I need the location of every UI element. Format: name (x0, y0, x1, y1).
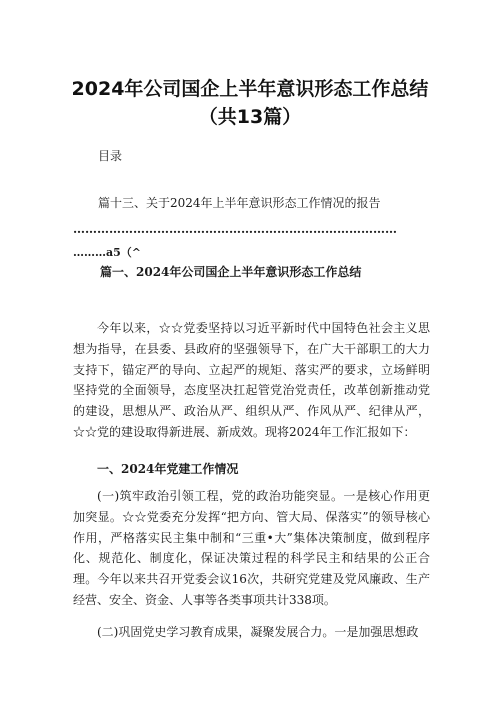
section-heading: 篇一、2024年公司国企上半年意识形态工作总结 (100, 265, 362, 279)
document-subtitle: （共13篇） (198, 106, 302, 128)
toc-leader-dots: ……………………………………………………………………… (73, 222, 397, 236)
paragraph-intro: 今年以来，☆☆党委坚持以习近平新时代中国特色社会主义思想为指导，在县委、县政府的坚强领导下，在广大干部职工的大力支持下，锚定严的导向、立起严的规矩、落实严的要求，立场鲜明坚持党的全面领导，态度坚决扛起管党治党责任，改革创新推动党的建设，思想从严、政治从严、组织从严、作风从严、纪律从严，☆☆党的建设取得新进展、新成效。现将2024年工作汇报如下： (73, 321, 430, 439)
subheading-party-work: 一、2024年党建工作情况 (97, 462, 239, 476)
toc-page-ref: ………a5（^ (73, 246, 141, 259)
paragraph-history-education: (二)巩固党史学习教育成果，凝聚发展合力。一是加强思想政 (97, 625, 419, 639)
paragraph-political-leadership: (一)筑牢政治引领工程，党的政治功能突显。一是核心作用更加突显。☆☆党委充分发挥“把方向、管大局、保落实”的领导核心作用，严格落实民主集中制和“三重•大”集体决策制度，做到程序化、规范化、制度化，保证决策过程的科学民主和结果的公正合理。今年以来共召开党委会议16次，共研究党建及党风廉政、生产经营、安全、资金、人事等各类事项共计338项。 (73, 489, 430, 607)
toc-label: 目录 (98, 149, 123, 163)
document-title: 2024年公司国企上半年意识形态工作总结 (71, 78, 429, 100)
toc-entry: 篇十三、关于2024年上半年意识形态工作情况的报告 (98, 196, 381, 210)
